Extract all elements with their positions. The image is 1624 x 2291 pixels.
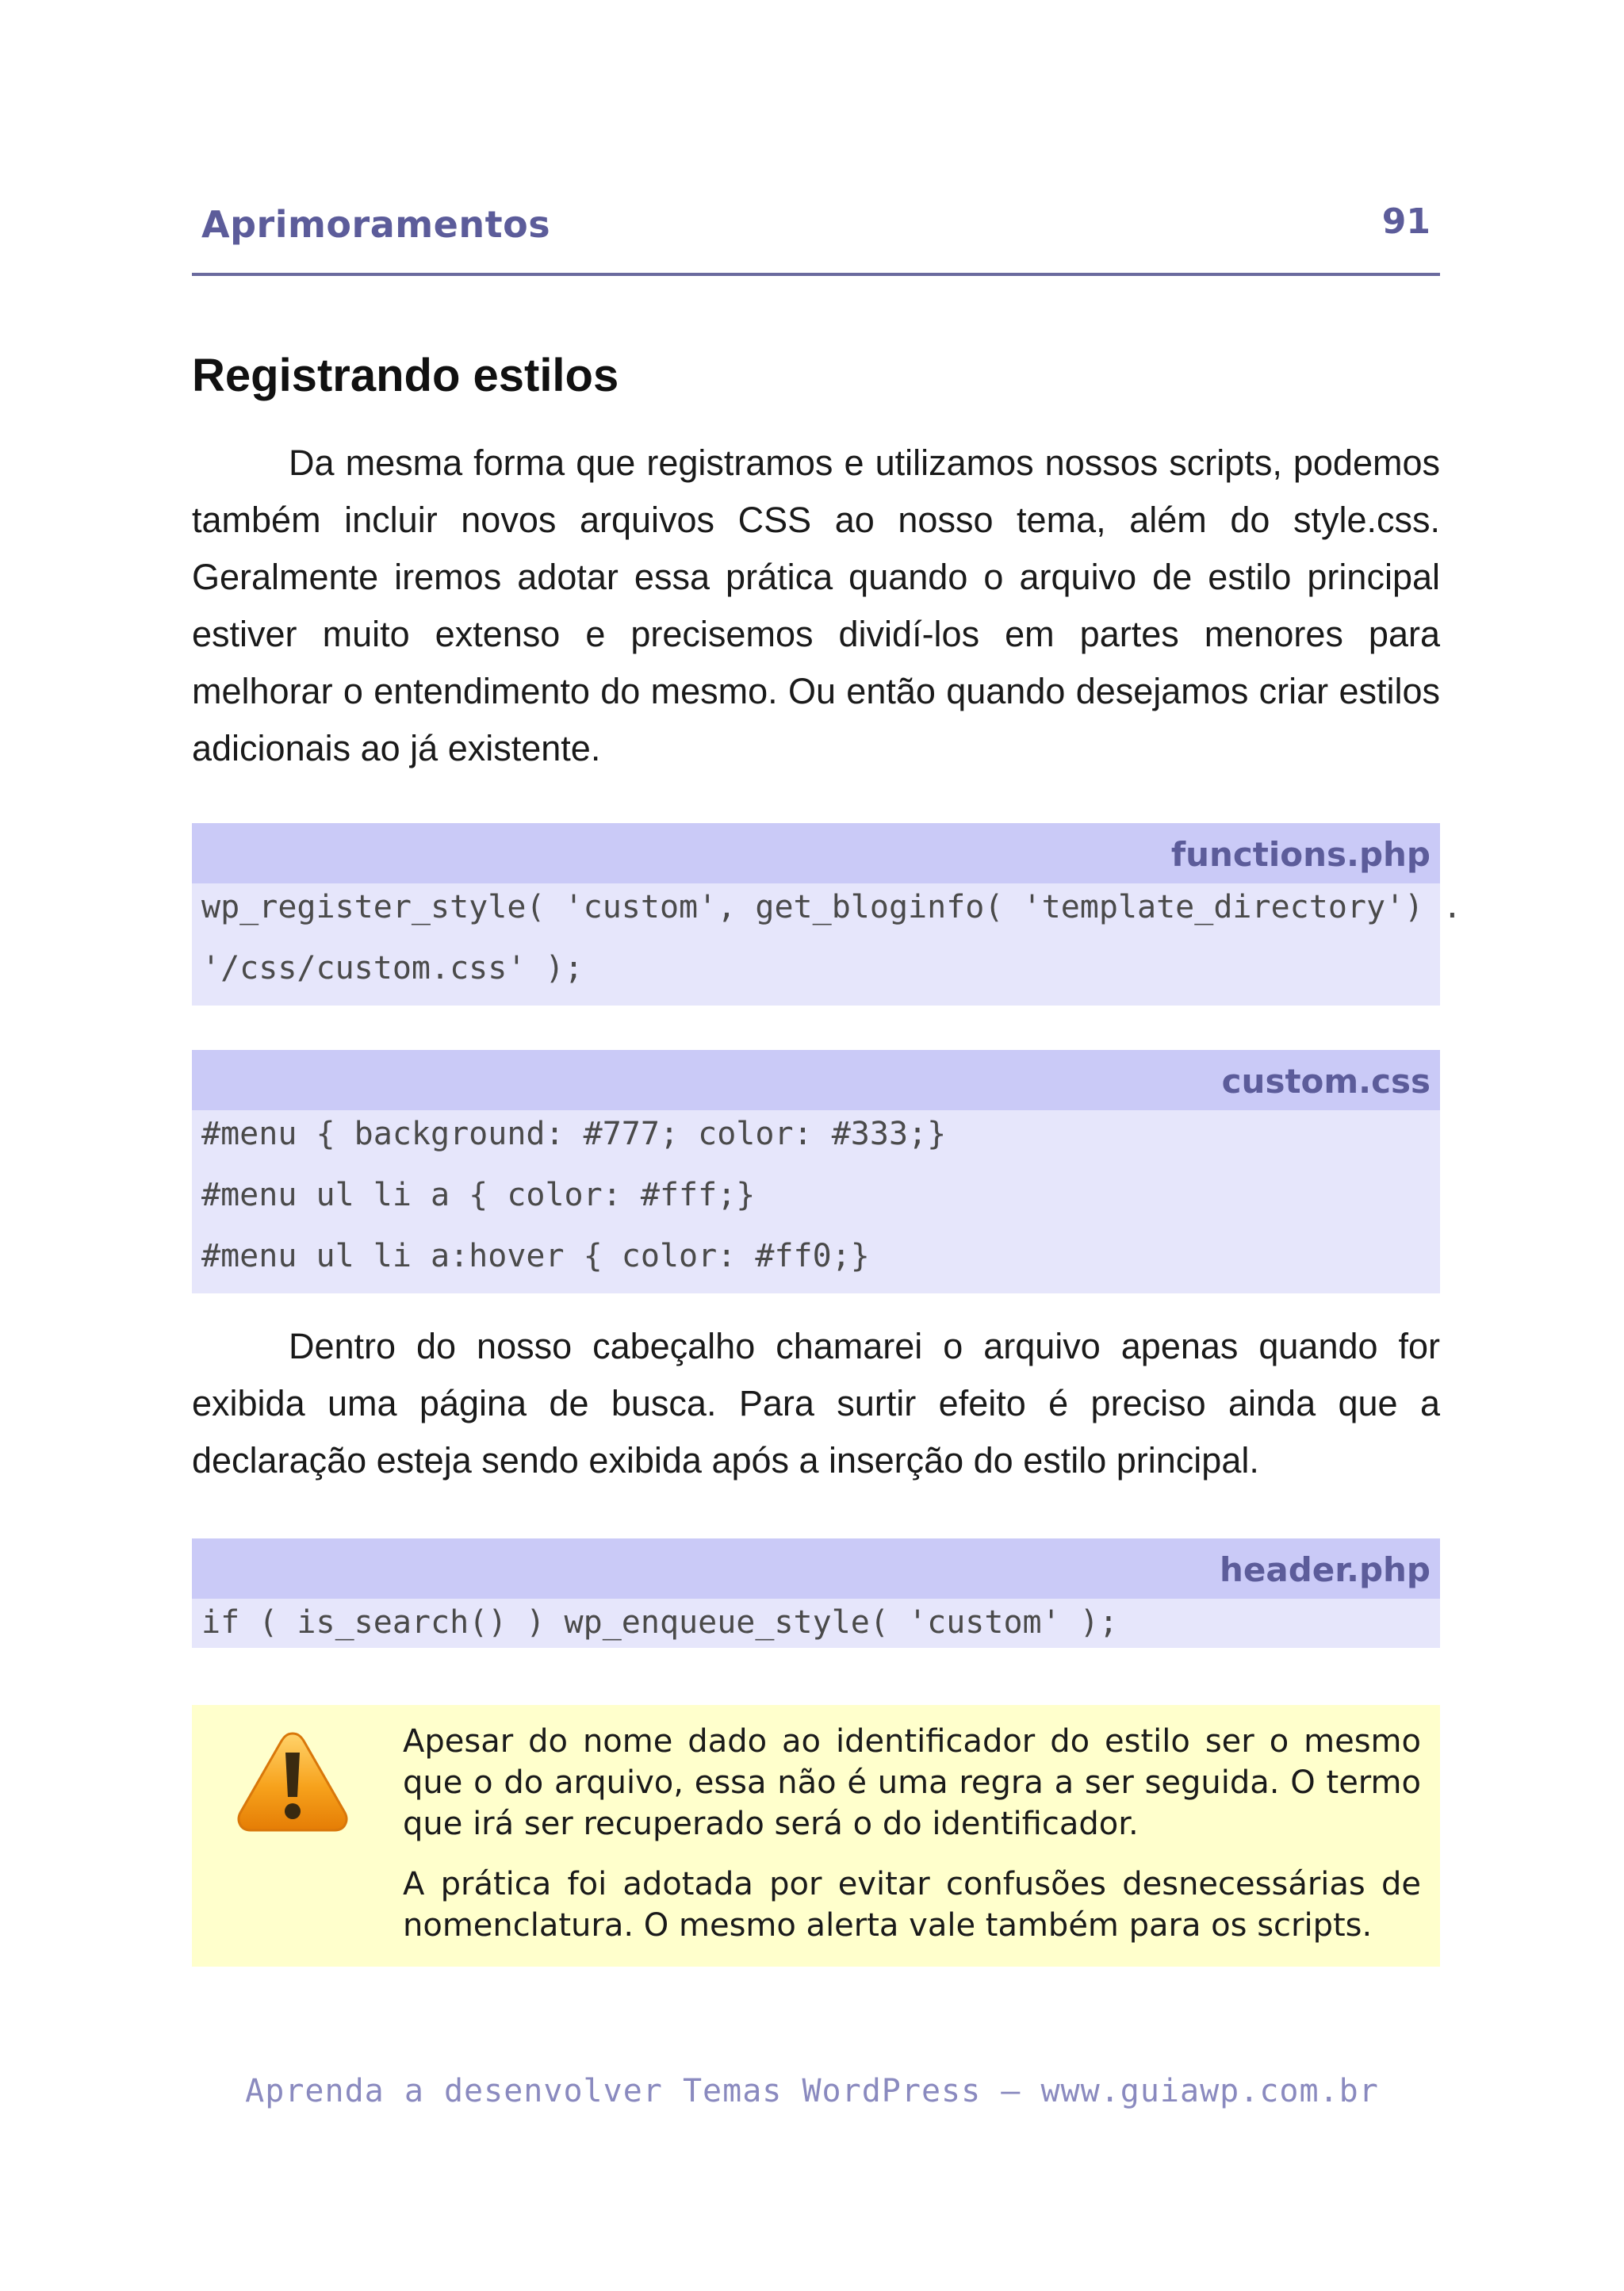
code-block-header (192, 1538, 1440, 1648)
code-filename: header.php (192, 1538, 1440, 1599)
code-line: #menu ul li a:hover { color: #ff0;} (201, 1238, 870, 1274)
code-line: if ( is_search() ) wp_enqueue_style( 'custom' ); (201, 1604, 1118, 1641)
paragraph-header (192, 1318, 1440, 1489)
code-line: #menu { background: #777; color: #333;} (201, 1116, 947, 1152)
paragraph-intro-text: Da mesma forma que registramos e utilizamos nossos scripts, podemos também incluir novos arquivos CSS ao nosso tema, além do style.css. Geralmente iremos adotar essa prática quando o arquivo de estilo principal estiver muito extenso e precisemos dividí-los em partes menores para melhorar o entendimento do mesmo. Ou então quando desejamos criar estilos adicionais ao já existente. (192, 442, 1440, 768)
page-number: 91 (1381, 201, 1431, 242)
code-block-functions (192, 823, 1462, 1006)
code-line: #menu ul li a { color: #fff;} (201, 1177, 756, 1213)
warning-paragraph: Apesar do nome dado ao identificador do estilo ser o mesmo que o do arquivo, essa não é uma regra a ser seguida. O termo que irá ser recuperado será o do identificador. (403, 1723, 1421, 1842)
warning-icon (235, 1729, 350, 1837)
code-line: '/css/custom.css' ); (201, 950, 584, 987)
paragraph-header-text: Dentro do nosso cabeçalho chamarei o arquivo apenas quando for exibida uma página de busca. Para surtir efeito é preciso ainda que a declaração esteja sendo exibida após a inserção do estilo principal. (192, 1326, 1440, 1481)
warning-callout (192, 1705, 1440, 1967)
paragraph-intro (192, 435, 1440, 777)
page-footer: Aprenda a desenvolver Temas WordPress – www.guiawp.com.br (245, 2073, 1379, 2109)
code-line: wp_register_style( 'custom', get_bloginfo( 'template_directory') . (201, 889, 1462, 925)
section-title: Registrando estilos (192, 350, 619, 401)
warning-paragraph: A prática foi adotada por evitar confusões desnecessárias de nomenclatura. O mesmo alerta vale também para os scripts. (403, 1866, 1421, 1944)
chapter-title: Aprimoramentos (201, 203, 551, 246)
code-filename: custom.css (192, 1050, 1440, 1110)
code-filename: functions.php (192, 823, 1440, 883)
code-block-custom-css (192, 1050, 1440, 1293)
page-header (192, 197, 1440, 276)
warning-text (403, 1721, 1421, 1965)
